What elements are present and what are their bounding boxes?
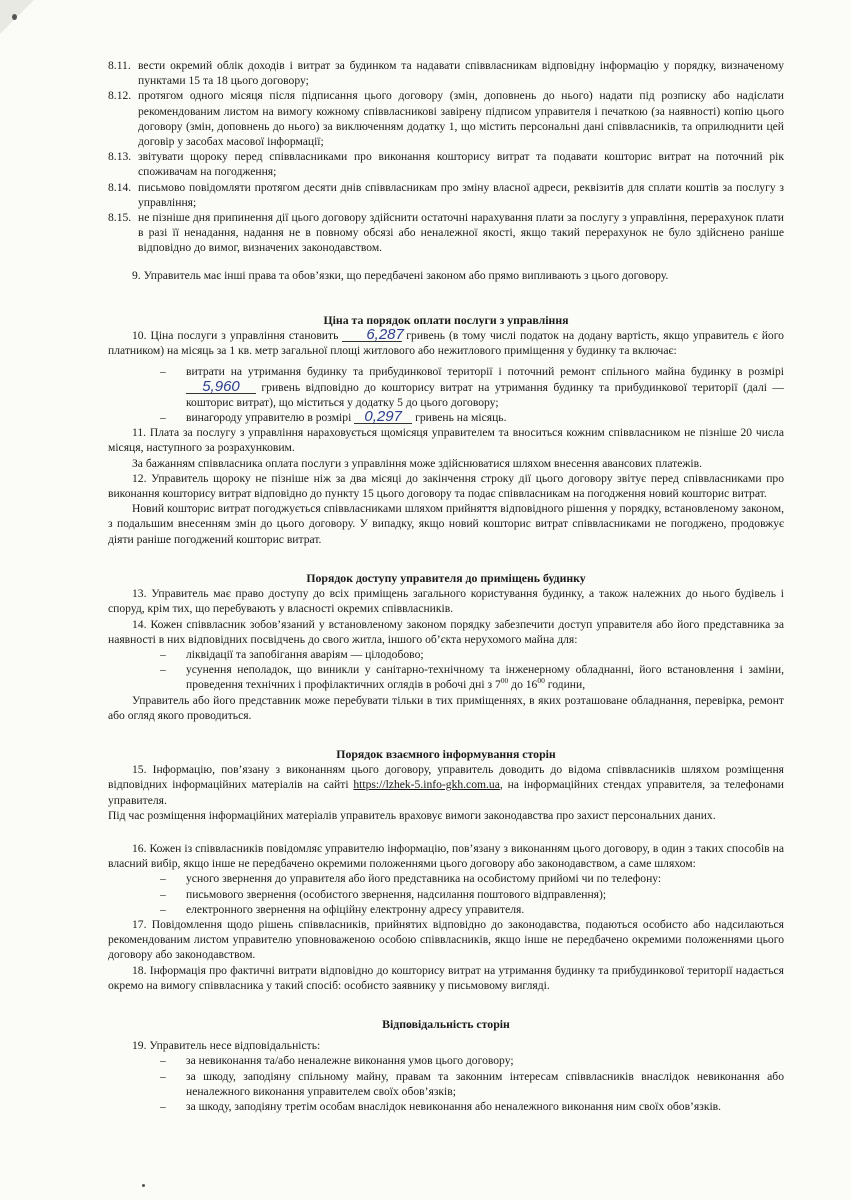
dash-item <box>108 647 784 662</box>
paragraph-15c: Під час розміщення інформаційних матеріалів управитель враховує вимоги законодавства про захист персональних даних. <box>108 808 716 822</box>
dash-bullet: – <box>160 365 166 379</box>
dash-bullet: – <box>160 1069 166 1083</box>
website-link[interactable]: https://lzhek-5.info-gkh.com.ua <box>353 778 500 792</box>
obligations-list <box>108 58 784 256</box>
p10-text-a: 10. Ціна послуги з управління становить <box>132 329 339 343</box>
dash-item <box>108 887 784 902</box>
d10-2-text-a: винагороду управителю в розмірі <box>186 411 352 425</box>
dash-item <box>108 410 784 425</box>
paragraph-12: 12. Управитель щороку не пізніше ніж за два місяці до закінчення строку дії цього договору звітує перед співвласниками про виконання кошторису витрат відповідно до пункту 15 цього договору та подає співвласникам на погодження новий кошторис витрат. <box>108 471 784 501</box>
d19-text: за невиконання та/або неналежне виконання умов цього договору; <box>186 1054 514 1068</box>
scan-fold-corner <box>0 0 34 34</box>
item-text: протягом одного місяця після підписання цього договору (змін, доповнень до нього) надати під розписку або надіслати рекомендованим листом на вимогу кожному співвласникові завірену підписом управителя і печаткою (за наявності) копію цього договору (змін, доповнень до нього) за виключенням додатку 1, що містить персональні дані співвласників, та оприлюднити цей договір у засобах масової інформації; <box>138 89 784 149</box>
handwritten-fee-value: 0,297 <box>354 410 412 424</box>
dash-bullet: – <box>160 872 166 886</box>
paragraph-12b: Новий кошторис витрат погоджується співвласниками шляхом прийняття відповідного рішення у порядку, встановленому законом, з подальшим внесенням змін до цього договору. У випадку, якщо новий кошторис витрат співвласниками не погоджено, продовжує діяти раніше погоджений кошторис витрат. <box>108 502 784 546</box>
d10-2-text-b: гривень на місяць. <box>415 411 507 425</box>
item-number: 8.14. <box>108 180 132 194</box>
p15-text-a: 15. Інформацію, пов’язану з виконанням цього договору, управитель доводить до відома співвласників шляхом розміщення відповідних інформаційних матеріалів на сайті <box>108 763 784 792</box>
item-text: письмово повідомляти протягом десяти днів співвласникам про зміну власної адреси, реквізитів для сплати коштів за послугу з управління; <box>138 180 784 209</box>
d16-text: усного звернення до управителя або його представника на особистому прийомі чи по телефону: <box>186 872 662 886</box>
dash-bullet: – <box>160 411 166 425</box>
paragraph-18: 18. Інформація про фактичні витрати відповідно до кошторису витрат на утримання будинку та прибудинкової території надається окремо на вимогу співвласника у такий спосіб: особисто заявнику у письмовому вигляді. <box>108 963 784 992</box>
paragraph-15 <box>108 762 784 808</box>
paragraph-10 <box>108 328 784 358</box>
paragraph-14b: Управитель або його представник може перебувати тільки в тих приміщеннях, в яких розташоване обладнання, перевірка, ремонт або огляд якого проводиться. <box>108 693 784 722</box>
item-number: 8.13. <box>108 150 132 164</box>
item-number: 8.11. <box>108 59 131 72</box>
scan-speck <box>12 14 17 20</box>
list-item <box>108 58 784 88</box>
dash-bullet: – <box>160 1099 166 1113</box>
paragraph-11b: За бажанням співвласника оплата послуги з управління може здійснюватися шляхом внесення авансових платежів. <box>132 456 702 470</box>
list-item <box>108 210 784 256</box>
d10-1-text-a: витрати на утримання будинку та прибудинкової території і поточний ремонт спільного майна будинку в розмірі <box>186 365 784 379</box>
dash-item <box>108 1053 784 1068</box>
section-heading-responsibility: Відповідальність сторін <box>382 1016 510 1031</box>
dash-bullet: – <box>160 1054 166 1068</box>
item-text: звітувати щороку перед співвласниками про виконання кошторису витрат та подавати кошторис витрат на поточний рік споживачам на погодження; <box>138 150 784 179</box>
d16-text: електронного звернення на офіційну електронну адресу управителя. <box>186 902 525 916</box>
handwritten-maintenance-value: 5,960 <box>186 380 256 394</box>
list-item <box>108 88 784 149</box>
superscript-minutes: 00 <box>537 676 545 686</box>
dash-item <box>108 871 784 886</box>
paragraph-14: 14. Кожен співвласник зобов’язаний у встановленому законом порядку забезпечити доступ управителя або його представника за наявності в них відповідних посвідчень до свого житла, іншого об’єкта нерухомого майна для: <box>108 617 784 646</box>
scan-speck <box>142 1184 145 1187</box>
item-text: вести окремий облік доходів і витрат за будинком та надавати співвласникам відповідну інформацію у порядку, визначеному пунктами 15 та 18 цього договору; <box>138 59 784 88</box>
d14-2-text-c: години, <box>544 678 586 692</box>
handwritten-price-value: 6,287 <box>342 328 402 342</box>
dash-bullet: – <box>160 887 166 901</box>
d14-2-text-b: до 16 <box>508 678 538 692</box>
dash-item <box>108 1099 784 1114</box>
section-heading-info: Порядок взаємного інформування сторін <box>336 746 556 761</box>
d14-2-text-a: усунення неполадок, що виникли у санітарно-технічному та інженерному обладнанні, його встановлення і заміни, проведення технічних і профілактичних оглядів в робочі дні з 7 <box>186 663 784 692</box>
paragraph-9: 9. Управитель має інші права та обов’язки, що передбачені законом або прямо випливають з цього договору. <box>132 268 669 282</box>
item-number: 8.15. <box>108 211 132 225</box>
section-heading-price: Ціна та порядок оплати послуги з управління <box>323 312 569 327</box>
p10-text-b: гривень (в тому числі податок на додану вартість, якщо управитель є його платником) на місяць за 1 кв. метр загальної площі житлового або нежитлового приміщення у будинку та включає: <box>108 329 784 358</box>
list-item <box>108 180 784 210</box>
dash-item <box>108 364 784 410</box>
paragraph-19: 19. Управитель несе відповідальність: <box>132 1039 321 1053</box>
d19-text: за шкоду, заподіяну спільному майну, правам та законним інтересам співвласників внаслідок невиконання або неналежного виконання управителем своїх обов’язків; <box>186 1069 784 1098</box>
paragraph-17: 17. Повідомлення щодо рішень співвласників, прийнятих відповідно до законодавства, подаються особисто або надсилаються рекомендованим листом управителю уповноваженою особою співвласників, якщо інше не передбачено окремими положеннями цього договору або законодавством. <box>108 917 784 962</box>
d10-1-text-b: гривень відповідно до кошторису витрат на утримання будинку та прибудинкової території (далі — кошторис витрат), що міститься у додатку 5 до цього договору; <box>186 380 784 409</box>
list-item <box>108 149 784 179</box>
item-text: не пізніше дня припинення дії цього договору здійснити остаточні нарахування плати за послугу з управління, перерахунок плати в разі її ненадання, надання не в повному обсязі або неналежної якості, якщо такий перерахунок не було здійснено раніше відповідно до вимог, визначених законодавством. <box>138 211 784 255</box>
superscript-minutes: 00 <box>500 676 509 686</box>
paragraph-11: 11. Плата за послугу з управління нараховується щомісяця управителем та вноситься кожним співвласником не пізніше 20 числа місяця, наступного за розрахунковим. <box>108 426 784 455</box>
dash-item <box>108 1069 784 1099</box>
item-number: 8.12. <box>108 89 132 103</box>
dash-bullet: – <box>160 663 166 677</box>
paragraph-16: 16. Кожен із співвласників повідомляє управителю інформацію, пов’язану з виконанням цього договору, в один з таких способів на власний вибір, якщо інше не передбачено окремими положеннями цього договору або законодавством, а саме шляхом: <box>108 841 784 871</box>
d16-text: письмового звернення (особистого звернення, надсилання поштового відправлення); <box>186 887 607 901</box>
document-body <box>108 58 784 1114</box>
dash-item <box>108 902 784 917</box>
section-heading-access: Порядок доступу управителя до приміщень будинку <box>306 570 586 585</box>
paragraph-13: 13. Управитель має право доступу до всіх приміщень загального користування будинку, а також належних до нього будівель і споруд, крім тих, що перебувають у власності окремих співвласників. <box>108 587 784 616</box>
dash-item <box>108 662 784 692</box>
d19-text: за шкоду, заподіяну третім особам внаслідок невиконання або неналежного виконання ним своїх обов’язків. <box>186 1099 722 1113</box>
d14-1-text: ліквідації та запобігання аваріям — цілодобово; <box>186 647 424 661</box>
dash-bullet: – <box>160 647 166 661</box>
p15-text-b: , на інформаційних стендах управителя, за телефонами управителя. <box>108 778 784 807</box>
dash-bullet: – <box>160 902 166 916</box>
